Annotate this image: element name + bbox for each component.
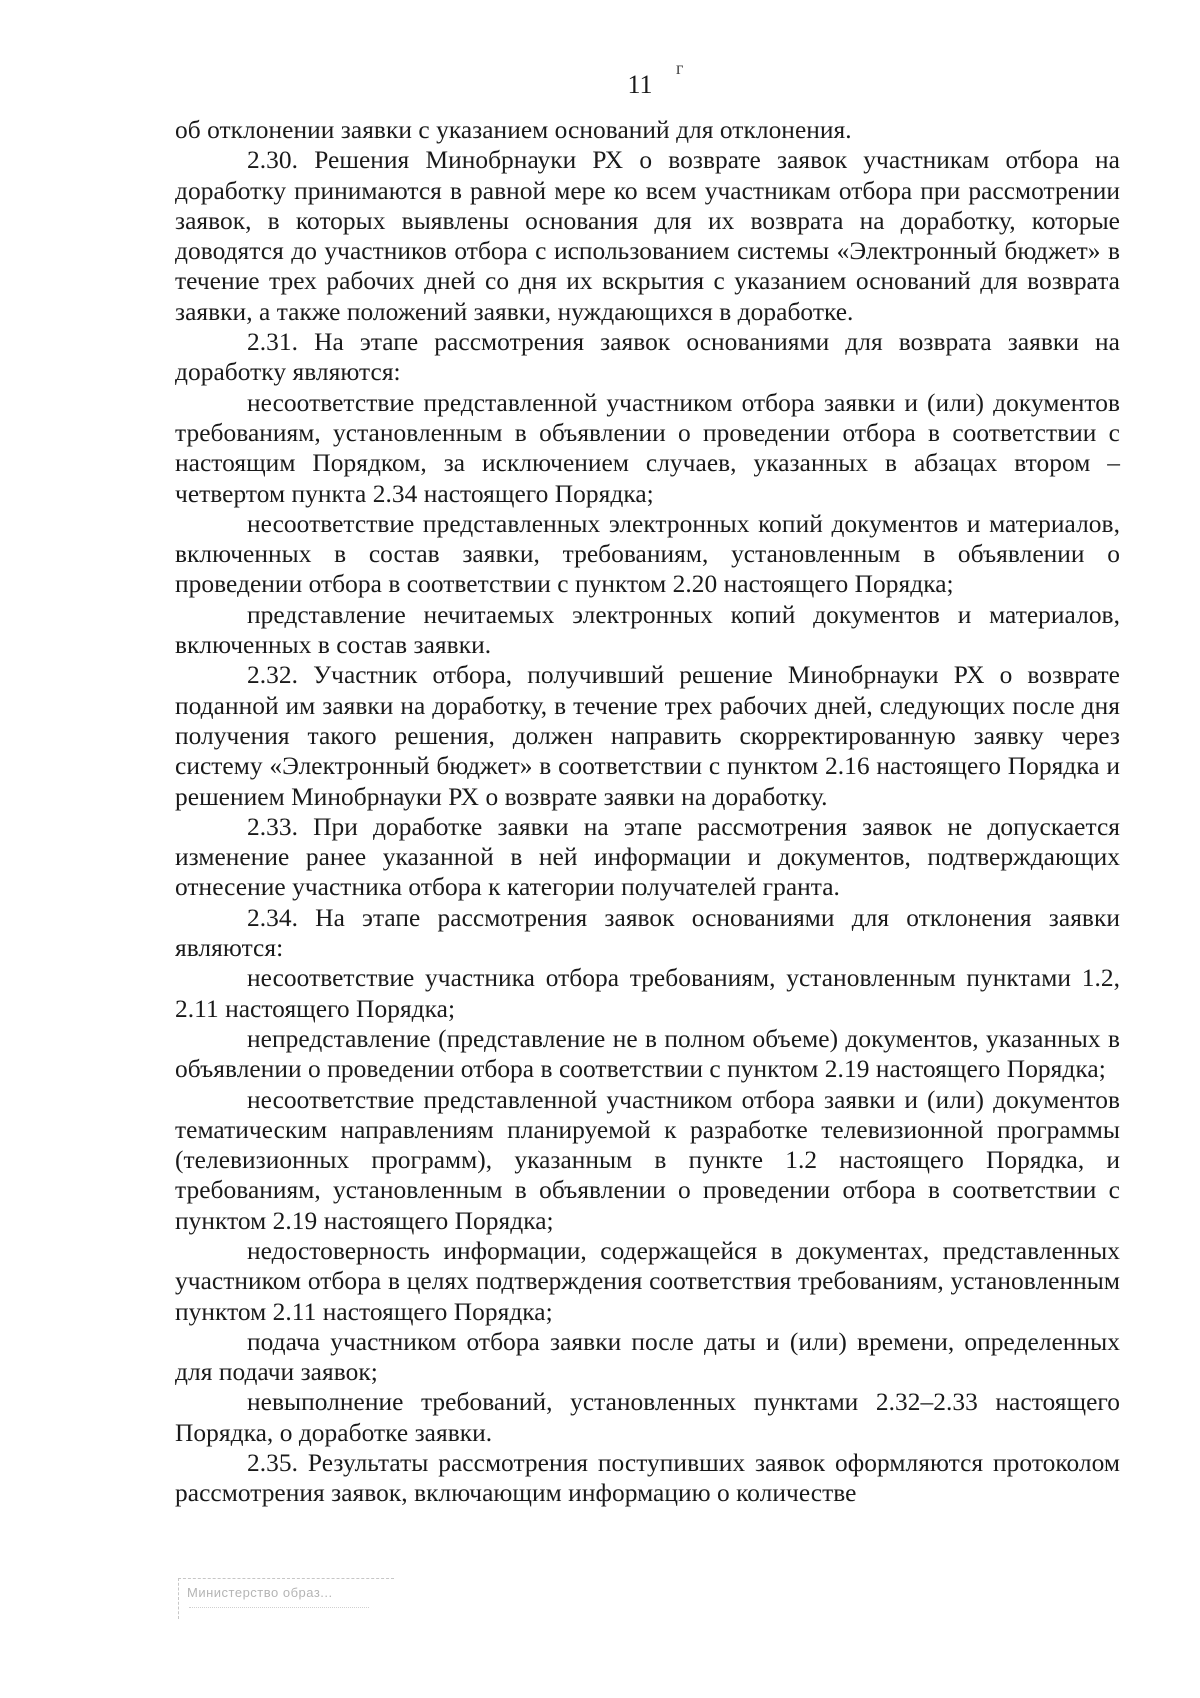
paragraph: 2.34. На этапе рассмотрения заявок основаниями для отклонения заявки являются: [175,903,1120,963]
stamp-line [189,1607,369,1608]
paragraph: представление нечитаемых электронных копий документов и материалов, включенных в состав заявки. [175,600,1120,660]
paragraph: непредставление (представление не в полном объеме) документов, указанных в объявлении о проведении отбора в соответствии с пунктом 2.19 настоящего Порядка; [175,1024,1120,1084]
corner-mark: г [676,58,684,78]
paragraph: невыполнение требований, установленных пунктами 2.32–2.33 настоящего Порядка, о доработке заявки. [175,1388,1120,1447]
page-number: 11 [627,70,653,99]
paragraph: несоответствие представленной участником отбора заявки и (или) документов тематическим направлениям планируемой к разработке телевизионной программы (телевизионных программ), указанным в пункте 1.2 настоящего Порядка, и требованиям, установленным в объявлении о проведении отбора в соответствии с пунктом 2.19 настоящего Порядка; [175,1085,1120,1235]
registration-stamp [178,1578,394,1619]
paragraph: 2.31. На этапе рассмотрения заявок основаниями для возврата заявки на доработку являются: [175,328,1120,387]
paragraph: несоответствие представленных электронных копий документов и материалов, включенных в состав заявки, требованиям, установленным в объявлении о проведении отбора в соответствии с пунктом 2.20 настоящего Порядка; [175,509,1120,599]
document-body [175,115,1120,1509]
paragraph: 2.30. Решения Минобрнауки РХ о возврате заявок участникам отбора на доработку принимаются в равной мере ко всем участникам отбора при рассмотрении заявок, в которых выявлены основания для их возврата на доработку, которые доводятся до участников отбора с использованием системы «Электронный бюджет» в течение трех рабочих дней со дня их вскрытия с указанием оснований для возврата заявки, а также положений заявки, нуждающихся в доработке. [175,146,1120,326]
paragraph: подача участником отбора заявки после даты и (или) времени, определенных для подачи заявок; [175,1327,1120,1387]
paragraph: несоответствие представленной участником отбора заявки и (или) документов требованиям, установленным в объявлении о проведении отбора в соответствии с настоящим Порядком, за исключением случаев, указанных в абзацах втором – четвертом пункта 2.34 настоящего Порядка; [175,388,1120,508]
paragraph: 2.35. Результаты рассмотрения поступивших заявок оформляются протоколом рассмотрения заявок, включающим информацию о количестве [175,1449,1120,1508]
paragraph: 2.32. Участник отбора, получивший решение Минобрнауки РХ о возврате поданной им заявки на доработку, в течение трех рабочих дней, следующих после дня получения такого решения, должен направить скорректированную заявку через систему «Электронный бюджет» в соответствии с пунктом 2.16 настоящего Порядка и решением Минобрнауки РХ о возврате заявки на доработку. [175,661,1120,811]
paragraph: несоответствие участника отбора требованиям, установленным пунктами 1.2, 2.11 настоящего Порядка; [175,964,1120,1023]
stamp-text: Министерство образ... [187,1585,333,1600]
paragraph: 2.33. При доработке заявки на этапе рассмотрения заявок не допускается изменение ранее указанной в ней информации и документов, подтверждающих отнесение участника отбора к категории получателей гранта. [175,812,1120,902]
paragraph: об отклонении заявки с указанием оснований для отклонения. [175,116,852,144]
paragraph: недостоверность информации, содержащейся в документах, представленных участником отбора в целях подтверждения соответствия требованиям, установленным пунктом 2.11 настоящего Порядка; [175,1236,1120,1326]
